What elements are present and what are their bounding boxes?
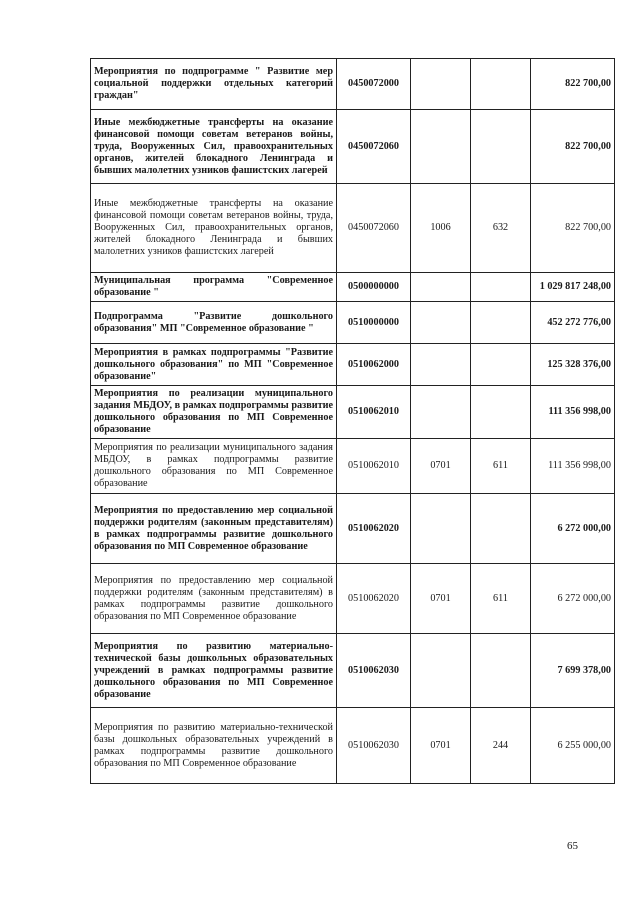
row-kind-cell: 632 [471,184,531,273]
row-name-cell: Мероприятия по развитию материально-технической базы дошкольных образовательных учреждений в рамках подпрограммы развитие дошкольного образования по МП Современное образование [91,708,337,784]
row-amount-cell: 822 700,00 [531,184,615,273]
row-section-cell [411,110,471,184]
row-code-cell: 0450072060 [337,184,411,273]
table-row [91,386,615,439]
row-kind-cell [471,494,531,564]
row-section-cell [411,494,471,564]
row-kind-cell: 611 [471,564,531,634]
page-number: 65 [567,840,578,852]
table-row [91,302,615,344]
row-name-cell: Иные межбюджетные трансферты на оказание финансовой помощи советам ветеранов войны, труда, Вооруженных Сил, правоохранительных органов, жителей блокадного Ленинграда и бывших малолетних узников фашистских лагерей [91,184,337,273]
row-kind-cell: 244 [471,708,531,784]
row-name-cell: Иные межбюджетные трансферты на оказание финансовой помощи советам ветеранов войны, труда, Вооруженных Сил, правоохранительных органов, жителей блокадного Ленинграда и бывших малолетних узников фашистских лагерей [91,110,337,184]
row-section-cell [411,386,471,439]
table-row [91,184,615,273]
row-section-cell: 1006 [411,184,471,273]
row-code-cell: 0510062020 [337,564,411,634]
row-name-cell: Мероприятия по предоставлению мер социальной поддержки родителям (законным представителям) в рамках подпрограммы развитие дошкольного образования по МП Современное образование [91,564,337,634]
row-code-cell: 0450072060 [337,110,411,184]
row-section-cell: 0701 [411,439,471,494]
row-amount-cell: 111 356 998,00 [531,439,615,494]
table-row [91,494,615,564]
row-amount-cell: 6 255 000,00 [531,708,615,784]
row-code-cell: 0510062010 [337,439,411,494]
row-name-cell: Мероприятия по предоставлению мер социальной поддержки родителям (законным представителям) в рамках подпрограммы развитие дошкольного образования по МП Современное образование [91,494,337,564]
row-code-cell: 0510000000 [337,302,411,344]
table-row [91,634,615,708]
row-kind-cell [471,634,531,708]
row-name-cell: Мероприятия по подпрограмме " Развитие мер социальной поддержки отдельных категорий граждан" [91,59,337,110]
row-section-cell: 0701 [411,564,471,634]
table-row [91,564,615,634]
row-name-cell: Муниципальная программа "Современное образование " [91,273,337,302]
row-name-cell: Мероприятия по реализации муниципального задания МБДОУ, в рамках подпрограммы развитие дошкольного образования по МП Современное образование [91,439,337,494]
row-name-cell: Мероприятия в рамках подпрограммы "Развитие дошкольного образования" по МП "Современное образование" [91,344,337,386]
row-amount-cell: 7 699 378,00 [531,634,615,708]
row-kind-cell [471,59,531,110]
table-row [91,110,615,184]
row-amount-cell: 452 272 776,00 [531,302,615,344]
table-row [91,344,615,386]
row-code-cell: 0510062000 [337,344,411,386]
row-name-cell: Мероприятия по развитию материально-технической базы дошкольных образовательных учреждений в рамках подпрограммы развитие дошкольного образования по МП Современное образование [91,634,337,708]
row-section-cell [411,273,471,302]
row-section-cell: 0701 [411,708,471,784]
row-section-cell [411,344,471,386]
row-code-cell: 0510062020 [337,494,411,564]
row-code-cell: 0500000000 [337,273,411,302]
budget-table-body [91,59,615,784]
row-amount-cell: 822 700,00 [531,110,615,184]
table-row [91,439,615,494]
row-amount-cell: 6 272 000,00 [531,494,615,564]
row-kind-cell: 611 [471,439,531,494]
row-code-cell: 0510062030 [337,708,411,784]
row-kind-cell [471,302,531,344]
row-kind-cell [471,386,531,439]
row-section-cell [411,634,471,708]
row-name-cell: Подпрограмма "Развитие дошкольного образования" МП "Современное образование " [91,302,337,344]
row-code-cell: 0510062030 [337,634,411,708]
row-amount-cell: 822 700,00 [531,59,615,110]
row-code-cell: 0450072000 [337,59,411,110]
row-section-cell [411,302,471,344]
row-section-cell [411,59,471,110]
row-code-cell: 0510062010 [337,386,411,439]
budget-table [90,58,615,784]
row-kind-cell [471,344,531,386]
row-kind-cell [471,110,531,184]
row-name-cell: Мероприятия по реализации муниципального задания МБДОУ, в рамках подпрограммы развитие дошкольного образования по МП Современное образование [91,386,337,439]
table-row [91,708,615,784]
row-amount-cell: 1 029 817 248,00 [531,273,615,302]
row-amount-cell: 6 272 000,00 [531,564,615,634]
row-amount-cell: 125 328 376,00 [531,344,615,386]
row-kind-cell [471,273,531,302]
table-row [91,273,615,302]
row-amount-cell: 111 356 998,00 [531,386,615,439]
table-row [91,59,615,110]
